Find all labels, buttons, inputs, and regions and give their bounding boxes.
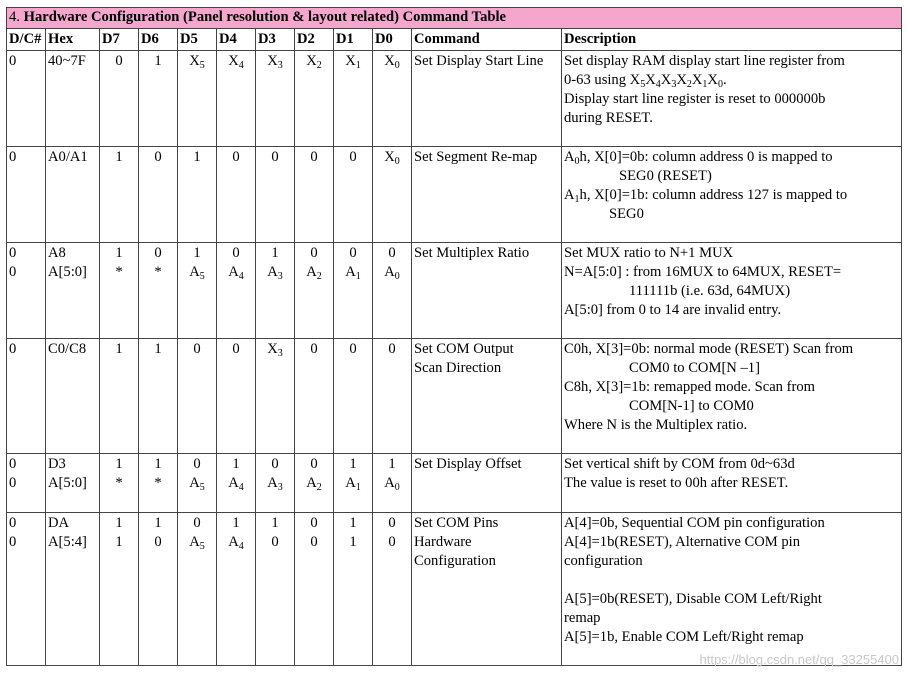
cell-line: * [115,475,123,491]
cell-line: $A_4$ [228,534,244,552]
d0-bit-cell [373,147,412,243]
description-line: COM[N-1] to COM0 [629,398,754,414]
cell-line: 1 [115,534,123,550]
cell-line: DA [48,515,70,531]
d3-bit-cell [256,513,295,666]
dc-cell [7,339,46,454]
d1-bit-cell [334,454,373,513]
cell-line: 0 [349,149,357,165]
cell-line: 0 [388,341,396,357]
cell-line: 0 [271,534,279,550]
d7-bit-cell [100,51,139,147]
description-cell [562,339,902,454]
description-cell [562,513,902,666]
hex-cell [46,243,100,339]
d3-bit-cell [256,147,295,243]
description-line: 0-63 using $X_5X_4X_3X_2X_1X_0$. [564,72,727,90]
d4-bit-cell [217,51,256,147]
cell-line: 1 [193,245,201,261]
d5-bit-cell [178,454,217,513]
column-header-d7: D7 [100,29,139,51]
d5-bit-cell [178,51,217,147]
d4-bit-cell [217,147,256,243]
d6-bit-cell [139,243,178,339]
hardware-configuration-command-table [6,7,902,666]
dc-cell [7,51,46,147]
cell-line: $X_4$ [228,53,244,71]
cell-line: C0/C8 [48,341,87,357]
cell-line: 0 [271,456,279,472]
cell-line: 0 [310,245,318,261]
cell-line: 0 [310,149,318,165]
cell-line: $A_0$ [384,264,400,282]
column-header-d4: D4 [217,29,256,51]
dc-cell [7,243,46,339]
description-line: C8h, X[3]=1b: remapped mode. Scan from [564,379,815,395]
cell-line: 0 [310,534,318,550]
hex-cell [46,51,100,147]
description-cell [562,147,902,243]
d0-bit-cell [373,51,412,147]
cell-line: 0 [154,149,162,165]
cell-line: 1 [154,53,162,69]
column-header-d5: D5 [178,29,217,51]
column-header-hex: Hex [46,29,100,51]
d2-bit-cell [295,513,334,666]
table-title-text: Hardware Configuration (Panel resolution & layout related) Command Table [19,9,507,25]
cell-line: 0 [9,264,17,280]
d1-bit-cell [334,339,373,454]
cell-line: 1 [349,534,357,550]
cell-line: 1 [154,515,162,531]
description-line: A[4]=0b, Sequential COM pin configuration [564,515,825,531]
cell-line: 0 [9,515,17,531]
d3-bit-cell [256,243,295,339]
table-row-display-start-line [7,51,902,147]
table-row-multiplex-ratio [7,243,902,339]
cell-line: $X_3$ [267,53,283,71]
d0-bit-cell [373,339,412,454]
description-cell [562,243,902,339]
cell-line: Set Display Offset [414,456,522,472]
description-line: during RESET. [564,110,653,126]
cell-line: Scan Direction [414,360,502,376]
column-header-row [7,29,902,51]
description-line: A[5]=1b, Enable COM Left/Right remap [564,629,804,645]
cell-line: $X_0$ [384,53,400,71]
d2-bit-cell [295,243,334,339]
cell-line: 0 [154,534,162,550]
d6-bit-cell [139,513,178,666]
dc-cell [7,513,46,666]
cell-line: $X_0$ [384,149,400,167]
cell-line: 0 [232,149,240,165]
cell-line: 0 [310,515,318,531]
description-line: configuration [564,553,643,569]
cell-line: 1 [271,515,279,531]
cell-line: * [154,264,162,280]
description-line: remap [564,610,601,626]
cell-line: 0 [9,534,17,550]
cell-line: 1 [115,515,123,531]
description-line: N=A[5:0] : from 16MUX to 64MUX, RESET= [564,264,842,280]
cell-line: $A_0$ [384,475,400,493]
cell-line: 0 [310,341,318,357]
d2-bit-cell [295,454,334,513]
cell-line: $X_3$ [267,341,283,359]
command-cell [412,454,562,513]
d2-bit-cell [295,51,334,147]
description-line: A[5]=0b(RESET), Disable COM Left/Right [564,591,822,607]
cell-line: 0 [349,245,357,261]
hex-cell [46,339,100,454]
d7-bit-cell [100,454,139,513]
cell-line: 0 [271,149,279,165]
cell-line: 1 [232,515,240,531]
cell-line: 1 [115,245,123,261]
cell-line: 1 [193,149,201,165]
cell-line: 0 [9,341,17,357]
cell-line: A[5:0] [48,475,87,491]
cell-line: 0 [9,245,17,261]
description-line: Display start line register is reset to 000000b [564,91,826,107]
cell-line: 1 [115,149,123,165]
description-line: SEG0 (RESET) [619,168,712,184]
table-title-number: 4. [9,9,20,25]
column-header-d3: D3 [256,29,295,51]
cell-line: 0 [232,341,240,357]
cell-line: 0 [9,456,17,472]
d1-bit-cell [334,51,373,147]
cell-line: $A_5$ [189,534,205,552]
cell-line: 0 [388,534,396,550]
cell-line: $X_2$ [306,53,322,71]
description-line: Set MUX ratio to N+1 MUX [564,245,734,261]
cell-line: Set COM Pins [414,515,499,531]
description-line [564,571,899,590]
hex-cell [46,513,100,666]
d7-bit-cell [100,339,139,454]
d4-bit-cell [217,454,256,513]
d0-bit-cell [373,513,412,666]
table-row-com-output-scan-direction [7,339,902,454]
table-row-segment-remap [7,147,902,243]
watermark: https://blog.csdn.net/qq_33255400 [699,652,899,667]
d7-bit-cell [100,147,139,243]
cell-line: $A_4$ [228,264,244,282]
table-row-display-offset [7,454,902,513]
cell-line: Set Segment Re-map [414,149,538,165]
cell-line: 0 [349,341,357,357]
column-header-command: Command [412,29,562,51]
d7-bit-cell [100,513,139,666]
command-cell [412,51,562,147]
description-line: $A_1h$, X[0]=1b: column address 127 is mapped to [564,187,848,205]
cell-line: 0 [115,53,123,69]
description-line: Set display RAM display start line register from [564,53,845,69]
cell-line: 0 [232,245,240,261]
cell-line: 0 [193,456,201,472]
description-line: A[4]=1b(RESET), Alternative COM pin [564,534,801,550]
d0-bit-cell [373,243,412,339]
cell-line: 0 [193,515,201,531]
cell-line: $A_5$ [189,264,205,282]
cell-line: $X_5$ [189,53,205,71]
d6-bit-cell [139,454,178,513]
cell-line: $A_3$ [267,475,283,493]
hex-cell [46,147,100,243]
cell-line: 0 [388,515,396,531]
cell-line: 1 [154,456,162,472]
cell-line: 1 [271,245,279,261]
cell-line: 1 [232,456,240,472]
cell-line: * [154,475,162,491]
cell-line: $A_2$ [306,475,322,493]
cell-line: $A_1$ [345,475,361,493]
description-line: Where N is the Multiplex ratio. [564,417,748,433]
d7-bit-cell [100,243,139,339]
cell-line: 1 [388,456,396,472]
d5-bit-cell [178,147,217,243]
column-header-d0: D0 [373,29,412,51]
cell-line: Configuration [414,553,496,569]
d6-bit-cell [139,339,178,454]
cell-line: 0 [9,475,17,491]
cell-line: 0 [310,456,318,472]
cell-line: 0 [193,341,201,357]
cell-line: 0 [9,149,17,165]
cell-line: $A_2$ [306,264,322,282]
command-cell [412,513,562,666]
d5-bit-cell [178,339,217,454]
cell-line: 1 [115,341,123,357]
description-cell [562,51,902,147]
cell-line: A[5:4] [48,534,87,550]
d0-bit-cell [373,454,412,513]
d3-bit-cell [256,454,295,513]
description-line: 111111b (i.e. 63d, 64MUX) [629,283,791,299]
column-header-d-c: D/C# [7,29,46,51]
cell-line: Set COM Output [414,341,514,357]
d5-bit-cell [178,513,217,666]
description-line: Set vertical shift by COM from 0d~63d [564,456,795,472]
cell-line: $A_4$ [228,475,244,493]
d1-bit-cell [334,513,373,666]
column-header-description: Description [562,29,902,51]
cell-line: A0/A1 [48,149,88,165]
description-line: SEG0 [609,206,644,222]
d4-bit-cell [217,513,256,666]
description-line: $A_0h$, X[0]=0b: column address 0 is mapped to [564,149,833,167]
cell-line: 0 [388,245,396,261]
description-line: COM0 to COM[N –1] [629,360,760,376]
description-line: The value is reset to 00h after RESET. [564,475,789,491]
command-cell [412,243,562,339]
d2-bit-cell [295,339,334,454]
d6-bit-cell [139,51,178,147]
description-cell [562,454,902,513]
cell-line: Set Display Start Line [414,53,544,69]
dc-cell [7,147,46,243]
command-table-container [6,7,901,666]
cell-line: D3 [48,456,66,472]
command-cell [412,147,562,243]
table-body [7,51,902,666]
d1-bit-cell [334,147,373,243]
table-row-com-pins-hardware-configuration [7,513,902,666]
cell-line: $X_1$ [345,53,361,71]
cell-line: 1 [115,456,123,472]
cell-line: 1 [349,515,357,531]
cell-line: 40~7F [48,53,86,69]
cell-line: $A_3$ [267,264,283,282]
cell-line: Hardware [414,534,472,550]
command-cell [412,339,562,454]
cell-line: 0 [154,245,162,261]
cell-line: 1 [154,341,162,357]
d6-bit-cell [139,147,178,243]
column-header-d1: D1 [334,29,373,51]
cell-line: A[5:0] [48,264,87,280]
d4-bit-cell [217,339,256,454]
cell-line: * [115,264,123,280]
description-line: A[5:0] from 0 to 14 are invalid entry. [564,302,782,318]
cell-line: 1 [349,456,357,472]
d1-bit-cell [334,243,373,339]
cell-line: $A_1$ [345,264,361,282]
d5-bit-cell [178,243,217,339]
dc-cell [7,454,46,513]
description-line: C0h, X[3]=0b: normal mode (RESET) Scan from [564,341,854,357]
table-title [7,8,902,29]
column-header-d6: D6 [139,29,178,51]
cell-line: 0 [9,53,17,69]
cell-line: $A_5$ [189,475,205,493]
cell-line: Set Multiplex Ratio [414,245,530,261]
table-title-row [7,8,902,29]
d2-bit-cell [295,147,334,243]
d4-bit-cell [217,243,256,339]
cell-line: A8 [48,245,66,261]
column-header-d2: D2 [295,29,334,51]
d3-bit-cell [256,51,295,147]
hex-cell [46,454,100,513]
d3-bit-cell [256,339,295,454]
